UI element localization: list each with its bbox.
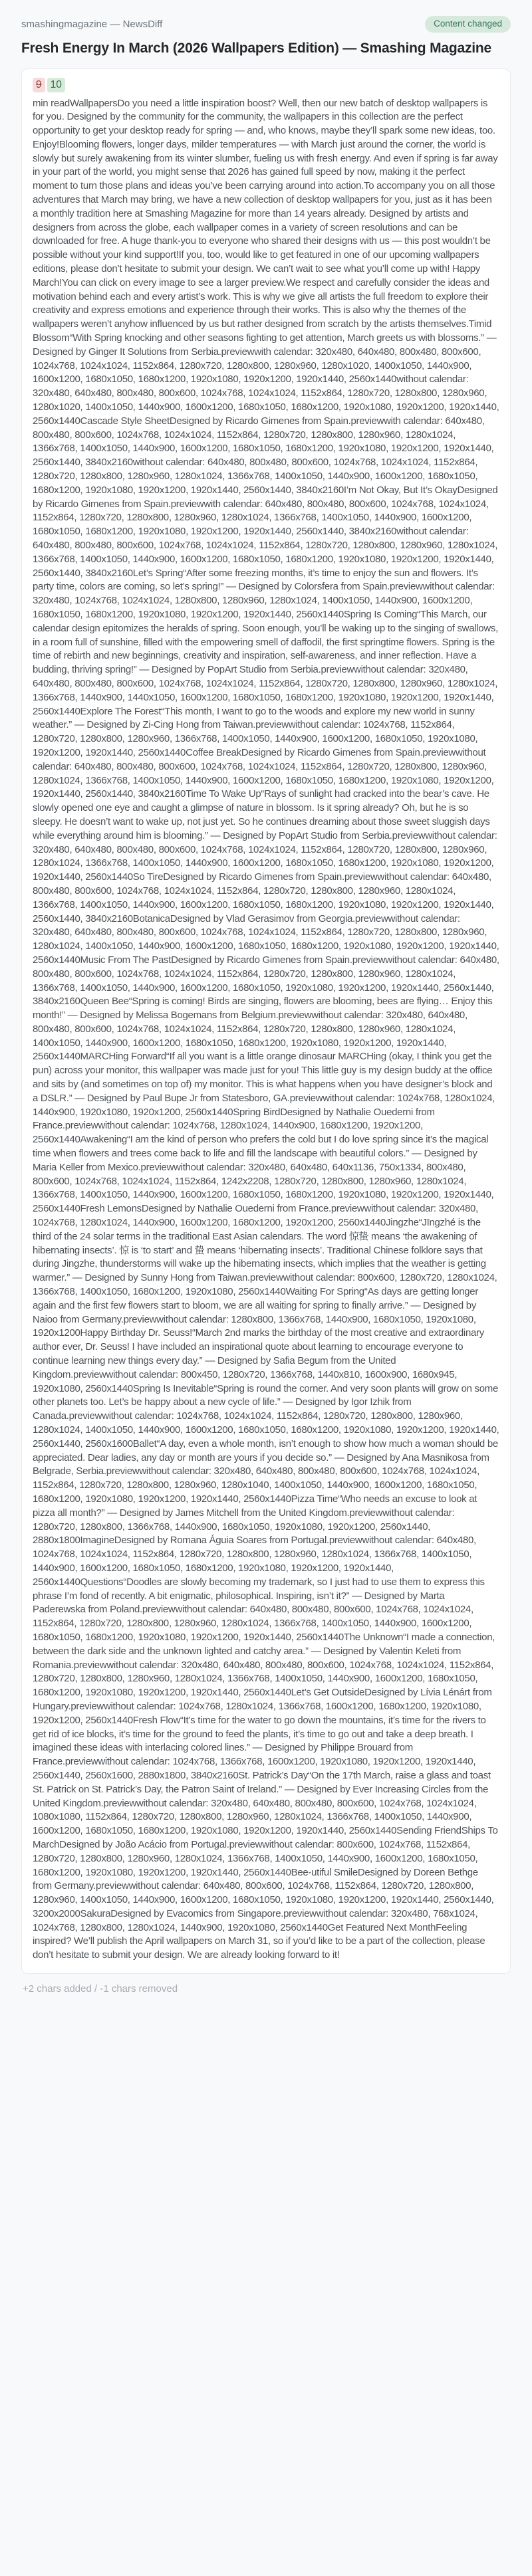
diff-added-value: 10 [47, 78, 65, 92]
site-label: smashingmagazine — NewsDiff [21, 18, 163, 30]
change-summary: +2 chars added / -1 chars removed [23, 1983, 178, 1995]
diff-body-text: min readWallpapersDo you need a little inspiration boost? Well, then our new batch of desktop wallpapers is for you. Designed by the community for the community, the wallpapers in this collection are the perfect opportunity to get your desktop ready for spring — and, who knows, maybe they’ll spark some new ideas, too. Enjoy!Blooming flowers, longer days, milder temperatures — with March just around the corner, the world is slowly but surely awakening from its winter slumber, fueling us with fresh energy. And even if spring is far away in your part of the world, you might sense that 2026 has gained full speed by now, making it the perfect moment to turn those plans and ideas you’ve been carrying around into action.To accompany you on all those adventures that March may bring, we have a new collection of desktop wallpapers for you, just as it has been a monthly tradition here at Smashing Magazine for more than 14 years already. Designed by artists and designers from across the globe, each wallpaper comes in a variety of screen resolutions and can be downloaded for free. A huge thank-you to everyone who shared their designs with us — this post wouldn’t be possible without your kind support!If you, too, would like to get featured in one of our upcoming wallpapers editions, please don’t hesitate to submit your design. We can’t wait to see what you’ll come up with! Happy March!You can click on every image to see a larger preview.We respect and carefully consider the ideas and motivation behind each and every artist’s work. This is why we give all artists the full freedom to explore their creativity and express emotions and experience through their works. This is also why the themes of the wallpapers weren’t anyhow influenced by us but rather designed from scratch by the artists themselves.Timid Blossom“With Spring knocking and other seasons fighting to get attention, March greets us with blossoms.” — Designed by Ginger It Solutions from Serbia.previewwith calendar: 320x480, 640x480, 800x480, 800x600, 1024x768, 1024x1024, 1152x864, 1280x720, 1280x800, 1280x960, 1280x1020, 1400x1050, 1440x900, 1600x1200, 1680x1050, 1680x1200, 1920x1080, 1920x1200, 1920x1440, 2560x1440without calendar: 320x480, 640x480, 800x480, 800x600, 1024x768, 1024x1024, 1152x864, 1280x720, 1280x800, 1280x960, 1280x1020, 1400x1050, 1440x900, 1600x1200, 1680x1050, 1680x1200, 1920x1080, 1920x1200, 1920x1440, 2560x1440Cascade Style SheetDesigned by Ricardo Gimenes from Spain.previewwith calendar: 640x480, 800x480, 800x600, 1024x768, 1024x1024, 1152x864, 1280x720, 1280x800, 1280x960, 1280x1024, 1366x768, 1400x1050, 1440x900, 1600x1200, 1680x1050, 1680x1200, 1920x1080, 1920x1200, 1920x1440, 2560x1440, 3840x2160without calendar: 640x480, 800x480, 800x600, 1024x768, 1024x1024, 1152x864, 1280x720, 1280x800, 1280x960, 1280x1024, 1366x768, 1400x1050, 1440x900, 1600x1200, 1680x1050, 1680x1200, 1920x1080, 1920x1200, 1920x1440, 2560x1440, 3840x2160I’m Not Okay, But It’s OkayDesigned by Ricardo Gimenes from Spain.previewwith calendar: 640x480, 800x480, 800x600, 1024x768, 1024x1024, 1152x864, 1280x720, 1280x800, 1280x960, 1280x1024, 1366x768, 1400x1050, 1440x900, 1600x1200, 1680x1050, 1680x1200, 1920x1080, 1920x1200, 1920x1440, 2560x1440, 3840x2160without calendar: 640x480, 800x480, 800x600, 1024x768, 1024x1024, 1152x864, 1280x720, 1280x800, 1280x960, 1280x1024, 1366x768, 1400x1050, 1440x900, 1600x1200, 1680x1050, 1680x1200, 1920x1080, 1920x1200, 1920x1440, 2560x1440, 3840x2160Let’s Spring“After some freezing months, it’s time to enjoy the sun and flowers. It’s party time, colors are coming, so let’s spring!” — Designed by Colorsfera from Spain.previewwithout calendar: 320x480, 1024x768, 1024x1024, 1280x800, 1280x960, 1280x1024, 1400x1050, 1440x900, 1600x1200, 1680x1050, 1680x1200, 1920x1080, 1920x1200, 1920x1440, 2560x1440Spring Is Coming“This March, our calendar design epitomizes the heralds of spring. Soon enough, you’ll be waking up to the singing of swallows, in a room full of sunshine, filled with the empowering smell of daffodil, the first springtime flowers. Spring is the time of rebirth and new beginnings, creativity and inspiration, self-awareness, and inner reflection. Have a budding, thriving spring!” — Designed by PopArt Studio from Serbia.previewwithout calendar: 320x480, 640x480, 800x480, 800x600, 1024x768, 1024x1024, 1152x864, 1280x720, 1280x800, 1280x960, 1280x1024, 1366x768, 1440x900, 1440x1050, 1600x1200, 1680x1050, 1680x1200, 1920x1080, 1920x1200, 1920x1440, 2560x1440Explore The Forest“This month, I want to go to the woods and explore my new world in sunny weather.” — Designed by Zi-Cing Hong from Taiwan.previewwithout calendar: 1024x768, 1152x864, 1280x720, 1280x800, 1280x960, 1366x768, 1400x1050, 1440x900, 1600x1200, 1680x1050, 1920x1080, 1920x1200, 1920x1440, 2560x1440Coffee BreakDesigned by Ricardo Gimenes from Spain.previewwithout calendar: 640x480, 800x480, 800x600, 1024x768, 1024x1024, 1152x864, 1280x720, 1280x800, 1280x960, 1280x1024, 1366x768, 1400x1050, 1440x900, 1600x1200, 1680x1050, 1680x1200, 1920x1080, 1920x1200, 1920x1440, 2560x1440, 3840x2160Time To Wake Up“Rays of sunlight had cracked into the bear’s cave. He slowly opened one eye and caught a glimpse of nature in blossom. Is it spring already? Oh, but he is so sleepy. He doesn’t want to wake up, not just yet. So he continues dreaming about those sweet sluggish days while everything around him is blooming.” — Designed by PopArt Studio from Serbia.previewwithout calendar: 320x480, 640x480, 800x480, 800x600, 1024x768, 1024x1024, 1152x864, 1280x720, 1280x800, 1280x960, 1280x1024, 1366x768, 1400x1050, 1440x900, 1600x1200, 1680x1050, 1680x1200, 1920x1080, 1920x1200, 1920x1440, 2560x1440So TireDesigned by Ricardo Gimenes from Spain.previewwithout calendar: 640x480, 800x480, 800x600, 1024x768, 1024x1024, 1152x864, 1280x720, 1280x800, 1280x960, 1280x1024, 1366x768, 1400x1050, 1440x900, 1600x1200, 1680x1050, 1680x1200, 1920x1080, 1920x1200, 1920x1440, 2560x1440, 3840x2160BotanicaDesigned by Vlad Gerasimov from Georgia.previewwithout calendar: 320x480, 640x480, 800x480, 800x600, 1024x768, 1024x1024, 1152x864, 1280x720, 1280x800, 1280x960, 1280x1024, 1400x1050, 1440x900, 1600x1200, 1680x1050, 1680x1200, 1920x1080, 1920x1200, 1920x1440, 2560x1440Music From The PastDesigned by Ricardo Gimenes from Spain.previewwithout calendar: 640x480, 800x480, 800x600, 1024x768, 1024x1024, 1152x864, 1280x720, 1280x800, 1280x960, 1280x1024, 1366x768, 1400x1050, 1440x900, 1600x1200, 1680x1050, 1920x1080, 1920x1200, 1920x1440, 2560x1440, 3840x2160Queen Bee“Spring is coming! Birds are singing, flowers are blooming, bees are flying… Enjoy this month!” — Designed by Melissa Bogemans from Belgium.previewwithout calendar: 320x480, 640x480, 800x480, 800x600, 1024x768, 1024x1024, 1152x864, 1280x720, 1280x800, 1280x960, 1280x1024, 1400x1050, 1440x900, 1600x1200, 1680x1050, 1680x1200, 1920x1080, 1920x1200, 1920x1440, 2560x1440MARCHing Forward“If all you want is a little orange dinosaur MARCHing (okay, I think you get the pun) across your monitor, this wallpaper was made just for you! This little guy is my design buddy at the office and sits by (and sometimes on top of) my monitor. This is what happens when you have designer’s block and a DSLR.” — Designed by Paul Bupe Jr from Statesboro, GA.previewwithout calendar: 1024x768, 1280x1024, 1440x900, 1920x1080, 1920x1200, 2560x1440Spring BirdDesigned by Nathalie Ouederni from France.previewwithout calendar: 1024x768, 1280x1024, 1440x900, 1680x1200, 1920x1200, 2560x1440Awakening“I am the kind of person who prefers the cold but I do love spring since it’s the magical time when flowers and trees come back to life and fill the landscape with beautiful colors.” — Designed by Maria Keller from Mexico.previewwithout calendar: 320x480, 640x480, 640x1136, 750x1334, 800x480, 800x600, 1024x768, 1024x1024, 1152x864, 1242x2208, 1280x720, 1280x800, 1280x960, 1280x1024, 1366x768, 1400x1050, 1440x900, 1600x1200, 1680x1050, 1680x1200, 1920x1080, 1920x1200, 1920x1440, 2560x1440Fresh LemonsDesigned by Nathalie Ouederni from France.previewwithout calendar: 320x480, 1024x768, 1280x1024, 1440x900, 1600x1200, 1680x1200, 1920x1200, 2560x1440Jingzhe“Jīngzhé is the third of the 24 solar terms in the traditional East Asian calendars. The word 惊蛰 means ‘the awakening of hibernating insects’. 惊 is ‘to start’ and 蛰 means ‘hibernating insects’. Traditional Chinese folklore says that during Jingzhe, thunderstorms will wake up the hibernating insects, which implies that the weather is getting warmer.” — Designed by Sunny Hong from Taiwan.previewwithout calendar: 800x600, 1280x720, 1280x1024, 1366x768, 1400x1050, 1680x1200, 1920x1080, 2560x1440Waiting For Spring“As days are getting longer again and the first few flowers start to bloom, we are all waiting for spring to finally arrive.” — Designed by Naioo from Germany.previewwithout calendar: 1280x800, 1366x768, 1440x900, 1680x1050, 1920x1080, 1920x1200Happy Birthday Dr. Seuss!“March 2nd marks the birthday of the most creative and extraordinary author ever, Dr. Seuss! I have included an inspirational quote about learning to encourage everyone to continue learning new things every day.” — Designed by Safia Begum from the United Kingdom.previewwithout calendar: 800x450, 1280x720, 1366x768, 1440x810, 1600x900, 1680x945, 1920x1080, 2560x1440Spring Is Inevitable“Spring is round the corner. And very soon plants will grow on some other planets too. Let’s be happy about a new cycle of life.” — Designed by Igor Izhik from Canada.previewwithout calendar: 1024x768, 1024x1024, 1152x864, 1280x720, 1280x800, 1280x960, 1280x1024, 1400x1050, 1440x900, 1600x1200, 1680x1050, 1680x1200, 1920x1080, 1920x1200, 1920x1440, 2560x1440, 2560x1600Ballet“A day, even a whole month, isn’t enough to show how much a woman should be appreciated. Dear ladies, any day or month are yours if you decide so.” — Designed by Ana Masnikosa from Belgrade, Serbia.previewwithout calendar: 320x480, 640x480, 800x480, 800x600, 1024x768, 1024x1024, 1152x864, 1280x720, 1280x800, 1280x960, 1280x1040, 1400x1050, 1440x900, 1600x1200, 1680x1050, 1680x1200, 1920x1080, 1920x1200, 1920x1440, 2560x1440Pizza Time“Who needs an excuse to look at pizza all month?” — Designed by James Mitchell from the United Kingdom.previewwithout calendar: 1280x720, 1280x800, 1366x768, 1440x900, 1680x1050, 1920x1080, 1920x1200, 2560x1440, 2880x1800ImagineDesigned by Romana Águia Soares from Portugal.previewwithout calendar: 640x480, 1024x768, 1024x1024, 1152x864, 1280x720, 1280x800, 1280x960, 1280x1024, 1366x768, 1400x1050, 1440x900, 1600x1200, 1680x1050, 1680x1200, 1920x1080, 1920x1200, 1920x1440, 2560x1440Questions“Doodles are slowly becoming my trademark, so I just had to use them to express this phrase I’m fond of recently. A bit enigmatic, philosophical. Inspiring, isn’t it?” — Designed by Marta Paderewska from Poland.previewwithout calendar: 640x480, 800x480, 800x600, 1024x768, 1024x1024, 1152x864, 1280x720, 1280x800, 1280x960, 1280x1024, 1366x768, 1400x1050, 1440x900, 1600x1200, 1680x1050, 1680x1200, 1920x1080, 1920x1200, 1920x1440, 2560x1440The Unknown“I made a connection, between the dark side and the unknown lighted and catchy area.” — Designed by Valentin Keleti from Romania.previewwithout calendar: 320x480, 640x480, 800x480, 800x600, 1024x768, 1024x1024, 1152x864, 1280x720, 1280x800, 1280x960, 1280x1024, 1366x768, 1400x1050, 1440x900, 1600x1200, 1680x1050, 1680x1200, 1920x1080, 1920x1200, 1920x1440, 2560x1440Let’s Get OutsideDesigned by Lívia Lénárt from Hungary.previewwithout calendar: 1024x768, 1280x1024, 1366x768, 1600x1200, 1680x1200, 1920x1080, 1920x1200, 2560x1440Fresh Flow“It’s time for the water to go down the mountains, it’s time for the rivers to get rid of ice blocks, it’s time for the ground to feed the plants, it’s time to go out and take a deep breath. I imagined these ideas with interlacing colored lines.” — Designed by Philippe Brouard from France.previewwithout calendar: 1024x768, 1366x768, 1600x1200, 1920x1080, 1920x1200, 1920x1440, 2560x1440, 2560x1600, 2880x1800, 3840x2160St. Patrick’s Day“On the 17th March, raise a glass and toast St. Patrick on St. Patrick’s Day, the Patron Saint of Ireland.” — Designed by Ever Increasing Circles from the United Kingdom.previewwithout calendar: 320x480, 640x480, 800x480, 800x600, 1024x768, 1024x1024, 1080x1080, 1152x864, 1280x720, 1280x800, 1280x960, 1280x1024, 1366x768, 1400x1050, 1440x900, 1600x1200, 1680x1050, 1680x1200, 1920x1080, 1920x1200, 1920x1440, 2560x1440Sending FriendShips To MarchDesigned by João Acácio from Portugal.previewwithout calendar: 800x600, 1024x768, 1152x864, 1280x720, 1280x800, 1280x960, 1280x1024, 1366x768, 1400x1050, 1440x900, 1600x1200, 1680x1050, 1680x1200, 1920x1080, 1920x1200, 1920x1440, 2560x1440Bee-utiful SmileDesigned by Doreen Bethge from Germany.previewwithout calendar: 640x480, 800x600, 1024x768, 1152x864, 1280x720, 1280x800, 1280x960, 1400x1050, 1440x900, 1600x1200, 1680x1050, 1920x1080, 1920x1200, 1920x1440, 2560x1440, 3200x2000SakuraDesigned by Evacomics from Singapore.previewwithout calendar: 320x480, 768x1024, 1024x768, 1280x800, 1280x1024, 1440x900, 1920x1080, 2560x1440Get Featured Next MonthFeeling inspired? We’ll publish the April wallpapers on March 31, so if you’d like to be a part of the collection, please don’t hesitate to submit your design. We are already looking forward to it! [33, 97, 499, 1961]
diff-card [21, 68, 511, 1975]
content-changed-badge: Content changed [425, 16, 511, 33]
diff-minutes-line [33, 78, 499, 92]
diff-removed-value: 9 [33, 78, 45, 92]
topbar [21, 16, 511, 33]
page-title: Fresh Energy In March (2026 Wallpapers Edition) — Smashing Magazine [21, 40, 491, 56]
